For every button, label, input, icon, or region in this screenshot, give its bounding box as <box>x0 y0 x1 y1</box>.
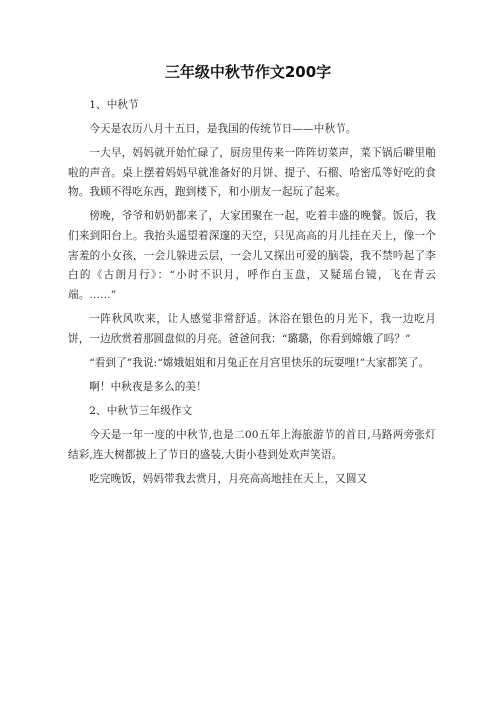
paragraph: 傍晚，爷爷和奶奶都来了，大家团聚在一起，吃着丰盛的晚餐。饭后，我们来到阳台上。我抬头遥望着深邃的天空，只见高高的月儿挂在天上，像一个害羞的小女孩，一会儿躲进云层，一会儿又探出可爱的脑袋，我不禁吟起了李白的《古朗月行》：“小时不识月，呼作白玉盘，又疑瑶台镜，飞在青云端。……” <box>68 210 436 301</box>
document-body <box>68 96 436 494</box>
paragraph: 啊！中秋夜是多么的美！ <box>89 380 207 393</box>
section-heading: 2、中秋节三年级作文 <box>89 404 193 417</box>
paragraph: 一大早，妈妈就开始忙碌了，厨房里传来一阵阵切菜声，菜下锅后噼里啪啦的声音。桌上摆着妈妈早就准备好的月饼、提子、石榴、哈密瓜等好吃的食物。我顾不得吃东西，跑到楼下，和小朋友一起玩了起来。 <box>68 147 436 199</box>
paragraph: “看到了”我说:“嫦娥姐姐和月兔正在月宫里快乐的玩耍哩!”大家都笑了。 <box>89 356 430 369</box>
paragraph: 一阵秋风吹来，让人感觉非常舒适。沐浴在银色的月光下，我一边吃月饼，一边欣赏着那圆盘似的月亮。爸爸问我：“璐璐，你看到嫦娥了吗？” <box>68 312 436 345</box>
paragraph: 今天是一年一度的中秋节,也是二00五年上海旅游节的首日,马路两旁张灯结彩,连大树都披上了节日的盛装,大街小巷到处欢声笑语。 <box>68 428 436 461</box>
document-title: 三年级中秋节作文200字 <box>164 63 332 81</box>
section-heading: 1、中秋节 <box>89 99 139 111</box>
paragraph: 今天是农历八月十五日，是我国的传统节日——中秋节。 <box>89 123 357 136</box>
paragraph: 吃完晚饭，妈妈带我去赏月，月亮高高地挂在天上，又圆又 <box>89 472 368 485</box>
